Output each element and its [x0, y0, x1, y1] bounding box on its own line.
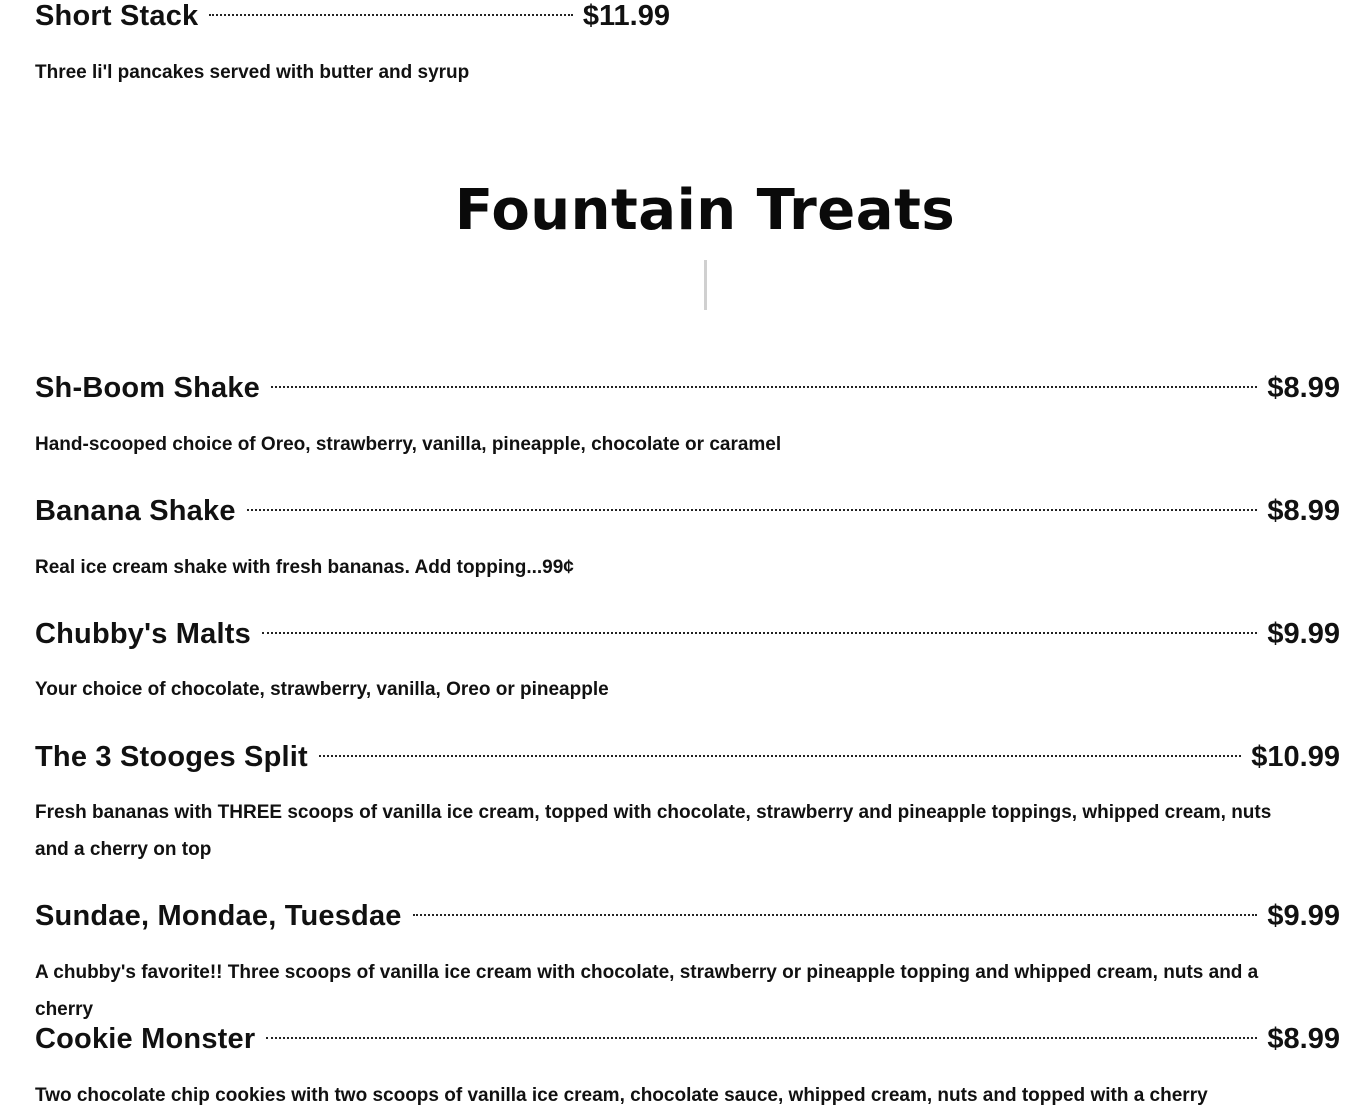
menu-item-price: $8.99: [1267, 494, 1340, 527]
menu-item-header-chubbys-malts: [35, 615, 1340, 653]
menu-item-description: Real ice cream shake with fresh bananas. Add topping...99¢: [35, 557, 574, 578]
dotted-leader: [247, 509, 1258, 511]
menu-item-price: $8.99: [1267, 371, 1340, 404]
menu-item-name: Chubby's Malts: [35, 617, 251, 650]
dotted-leader: [271, 386, 1257, 388]
menu-item-name: Sh-Boom Shake: [35, 371, 260, 404]
menu-item-description: Your choice of chocolate, strawberry, vanilla, Oreo or pineapple: [35, 679, 609, 700]
menu-item-description: Hand-scooped choice of Oreo, strawberry, vanilla, pineapple, chocolate or caramel: [35, 434, 782, 455]
menu-item-price: $11.99: [582, 0, 670, 32]
menu-item-name: Short Stack: [35, 0, 199, 32]
menu-item-price: $10.99: [1251, 740, 1340, 773]
dotted-leader: [413, 914, 1258, 916]
menu-item-description: Two chocolate chip cookies with two scoops of vanilla ice cream, chocolate sauce, whipped cream, nuts and topped with a cherry: [35, 1085, 1208, 1106]
menu-item-name: The 3 Stooges Split: [35, 740, 308, 773]
menu-item-header-cookie-monster: [35, 1020, 1340, 1058]
menu-item-name: Banana Shake: [35, 494, 236, 527]
section-title: Fountain Treats: [454, 178, 956, 243]
section-divider: [704, 260, 707, 310]
menu-item-description: Three li'l pancakes served with butter and syrup: [35, 62, 470, 83]
menu-item-header-banana-shake: [35, 492, 1340, 530]
dotted-leader: [262, 632, 1257, 634]
menu-item-description: A chubby's favorite!! Three scoops of vanilla ice cream with chocolate, strawberry or pineapple topping and whipped cream, nuts and a cherry: [35, 962, 1259, 1020]
dotted-leader: [266, 1037, 1257, 1039]
dotted-leader: [209, 14, 573, 16]
menu-item-header-sundae-mondae-tuesdae: [35, 897, 1340, 935]
menu-item-header-sh-boom-shake: [35, 369, 1340, 407]
menu-item-name: Sundae, Mondae, Tuesdae: [35, 899, 402, 932]
menu-item-price: $9.99: [1267, 899, 1340, 932]
menu-item-description: Fresh bananas with THREE scoops of vanilla ice cream, topped with chocolate, strawberry and pineapple toppings, whipped cream, nuts and a cherry on top: [35, 802, 1272, 860]
menu-item-name: Cookie Monster: [35, 1022, 256, 1055]
menu-item-header-short-stack: [35, 0, 670, 35]
menu-item-price: $8.99: [1267, 1022, 1340, 1055]
dotted-leader: [319, 755, 1241, 757]
menu-item-header-3-stooges-split: [35, 738, 1340, 776]
menu-item-price: $9.99: [1267, 617, 1340, 650]
